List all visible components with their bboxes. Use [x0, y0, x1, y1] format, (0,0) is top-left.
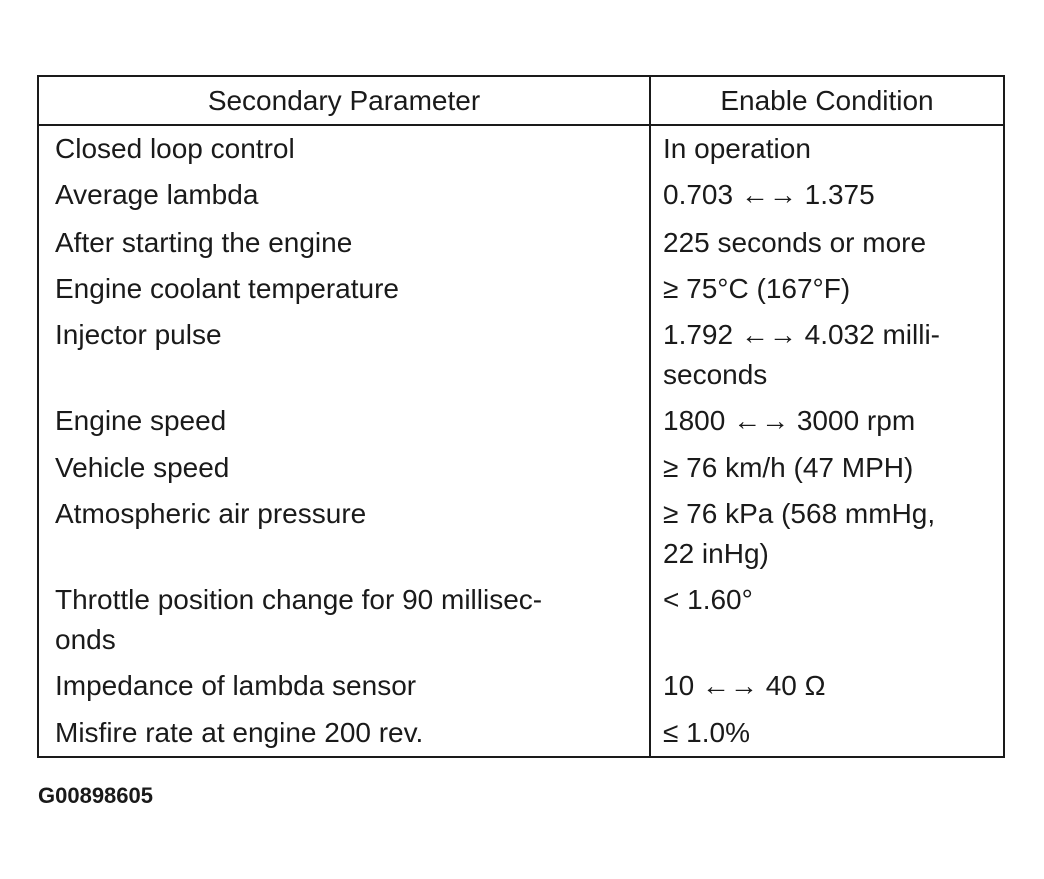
condition-cell: 225 seconds or more: [663, 227, 927, 258]
condition-cell: ≥ 76 kPa (568 mmHg, 22 inHg): [663, 498, 936, 569]
param-cell: Closed loop control: [55, 133, 295, 164]
condition-cell: 10 ←→ 40 Ω: [663, 670, 826, 701]
condition-cell: 1800 ←→ 3000 rpm: [663, 405, 916, 436]
condition-cell: ≥ 75°C (167°F): [663, 273, 851, 304]
condition-cell: 1.792 ←→ 4.032 milli- seconds: [663, 319, 941, 390]
param-cell: Misfire rate at engine 200 rev.: [55, 717, 424, 748]
param-cell: After starting the engine: [55, 227, 353, 258]
param-cell: Vehicle speed: [55, 452, 230, 483]
param-cell: Injector pulse: [55, 319, 222, 350]
param-cell: Throttle position change for 90 millisec- onds: [55, 584, 543, 655]
param-cell: Engine speed: [55, 405, 227, 436]
column-divider: [649, 77, 651, 756]
table-header-row: [39, 77, 1003, 126]
condition-cell: 0.703 ←→ 1.375: [663, 179, 875, 210]
condition-cell: ≤ 1.0%: [663, 717, 750, 748]
param-cell: Atmospheric air pressure: [55, 498, 367, 529]
header-secondary-parameter: Secondary Parameter: [207, 85, 481, 116]
parameter-table: [37, 75, 1005, 758]
condition-cell: ≥ 76 km/h (47 MPH): [663, 452, 914, 483]
condition-cell: In operation: [663, 133, 811, 164]
figure-id-caption: G00898605: [38, 783, 153, 808]
param-cell: Engine coolant temperature: [55, 273, 399, 304]
param-cell: Average lambda: [55, 179, 259, 210]
param-cell: Impedance of lambda sensor: [55, 670, 417, 701]
condition-cell: < 1.60°: [663, 584, 753, 615]
header-enable-condition: Enable Condition: [720, 85, 934, 116]
